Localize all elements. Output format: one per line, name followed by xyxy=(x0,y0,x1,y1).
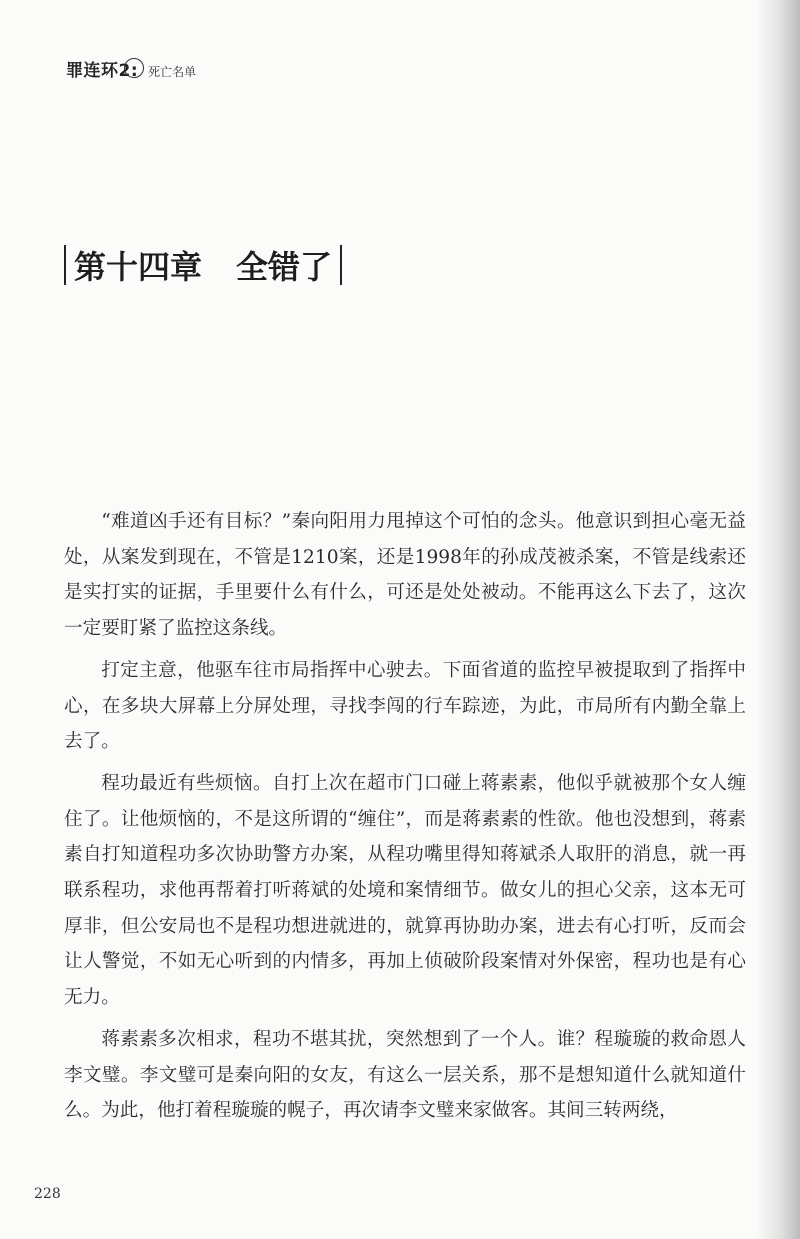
spine-shadow xyxy=(756,0,800,1239)
paragraph: 蒋素素多次相求，程功不堪其扰，突然想到了一个人。谁？程璇璇的救命恩人李文璧。李文璧可是秦向阳的女友，有这么一层关系，那不是想知道什么就知道什么。为此，他打着程璇璇的幌子，再次请李文璧来家做客。其间三转两绕， xyxy=(64,1028,746,1122)
paragraph: “难道凶手还有目标？”秦向阳用力甩掉这个可怕的念头。他意识到担心毫无益处，从案发到现在，不管是1210案，还是1998年的孙成茂被杀案，不管是线索还是实打实的证据，手里要什么有什么，可还是处处被动。不能再这么下去了，这次一定要盯紧了监控这条线。 xyxy=(64,511,746,640)
paragraph: 程功最近有些烦恼。自打上次在超市门口碰上蒋素素，他似乎就被那个女人缠住了。让他烦恼的，不是这所谓的“缠住”，而是蒋素素的性欲。他也没想到，蒋素素自打知道程功多次协助警方办案，从程功嘴里得知蒋斌杀人取肝的消息，就一再联系程功，求他再帮着打听蒋斌的处境和案情细节。做女儿的担心父亲，这本无可厚非，但公安局也不是程功想进就进的，就算再协助办案，进去有心打听，反而会让人警觉，不如无心听到的内情多，再加上侦破阶段案情对外保密，程功也是有心无力。 xyxy=(64,772,746,1009)
heading-left-bar xyxy=(64,245,66,285)
running-header xyxy=(66,56,196,81)
paragraph: 打定主意，他驱车往市局指挥中心驶去。下面省道的监控早被提取到了指挥中心，在多块大屏幕上分屏处理，寻找李闯的行车踪迹，为此，市局所有内勤全靠上去了。 xyxy=(64,659,746,753)
chapter-name: 全错了 xyxy=(236,248,333,286)
book-subtitle: 死亡名单 xyxy=(148,65,197,79)
chapter-number: 第十四章 xyxy=(74,248,203,286)
body-text xyxy=(64,504,746,1129)
page-number: 228 xyxy=(34,1186,61,1202)
book-title: 罪连环2: xyxy=(66,61,139,81)
chapter-heading xyxy=(64,242,342,288)
title-ring-mark xyxy=(124,58,144,78)
heading-right-bar xyxy=(340,245,342,285)
